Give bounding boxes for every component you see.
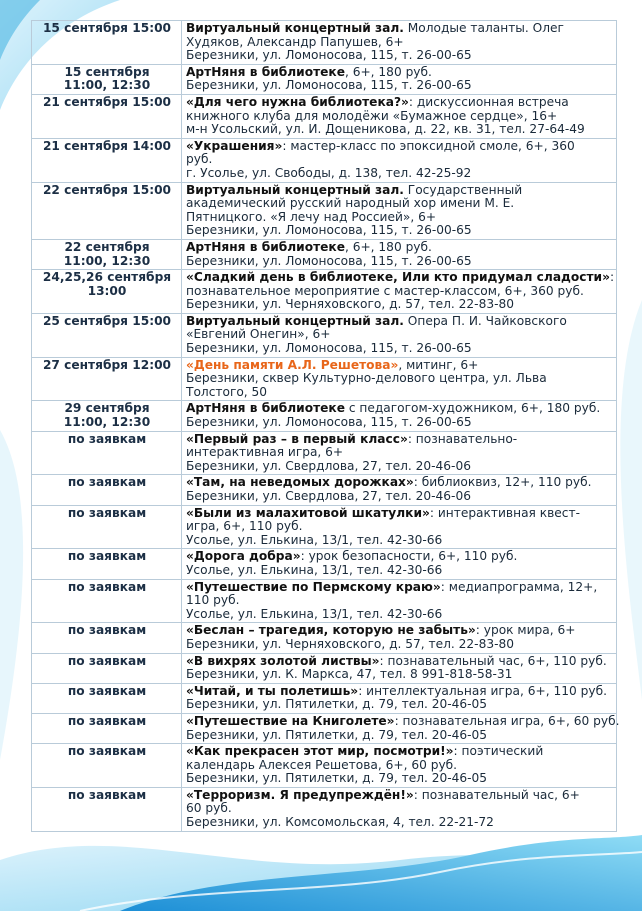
event-row <box>32 475 617 505</box>
event-detail-line: академический русский народный хор имени М. Е. <box>186 196 515 211</box>
event-title: «Для чего нужна библиотека?» <box>186 94 409 109</box>
event-date-cell <box>32 579 182 623</box>
event-date-line: по заявкам <box>67 549 147 564</box>
event-title-line <box>186 315 613 329</box>
event-detail-line: Березники, ул. Пятилетки, д. 79, тел. 20-46-05 <box>186 771 488 786</box>
event-row <box>32 579 617 623</box>
event-row <box>32 239 617 269</box>
event-description-cell <box>182 549 617 579</box>
event-detail-line: Усолье, ул. Елькина, 13/1, тел. 42-30-66 <box>186 606 443 621</box>
event-date-cell <box>32 94 182 138</box>
event-details: Молодые таланты. Олег <box>403 21 564 35</box>
event-row <box>32 401 617 431</box>
event-detail-line: игра, 6+, 110 руб. <box>186 519 303 534</box>
event-title: АртНяня в библиотеке <box>186 401 345 416</box>
event-detail-line: Березники, ул. Пятилетки, д. 79, тел. 20-46-05 <box>186 697 488 712</box>
event-row <box>32 623 617 653</box>
event-detail-line: познавательное мероприятие с мастер-классом, 6+, 360 руб. <box>186 283 584 298</box>
event-date-cell <box>32 357 182 401</box>
event-detail-line: книжного клуба для молодёжи «Бумажное сердце», 16+ <box>186 108 558 123</box>
event-row <box>32 744 617 788</box>
event-title: «Читай, и ты полетишь» <box>186 683 359 698</box>
event-date-line: по заявкам <box>67 505 147 520</box>
event-date-line: 11:00, 12:30 <box>63 78 151 93</box>
event-details: : урок мира, 6+ <box>475 623 576 638</box>
event-date-line: по заявкам <box>67 744 147 759</box>
event-description-cell <box>182 623 617 653</box>
event-detail-line: Березники, ул. Свердлова, 27, тел. 20-46-06 <box>186 489 471 503</box>
event-date-cell <box>32 623 182 653</box>
event-date-line: 27 сентября 12:00 <box>42 357 172 372</box>
event-details: , 6+, 180 руб. <box>344 64 432 79</box>
event-date-line: по заявкам <box>67 787 147 802</box>
event-title: «Там, на неведомых дорожках» <box>186 475 414 490</box>
event-description-cell <box>182 579 617 623</box>
event-row <box>32 64 617 94</box>
event-description-cell <box>182 713 620 743</box>
event-row <box>32 505 617 549</box>
event-date-cell <box>32 744 182 788</box>
event-date-line: по заявкам <box>67 653 147 668</box>
event-row <box>32 21 617 65</box>
event-date-line: 24,25,26 сентября <box>42 270 172 285</box>
event-date-cell <box>32 505 182 549</box>
event-title: «Были из малахитовой шкатулки» <box>186 505 430 520</box>
event-title-line <box>186 271 613 285</box>
event-detail-line: Березники, ул. Ломоносова, 115, т. 26-00-65 <box>186 415 472 430</box>
event-title-line <box>186 507 613 521</box>
event-date-line: 15 сентября <box>64 64 150 79</box>
event-description-cell <box>182 683 617 713</box>
event-description-cell <box>182 182 617 239</box>
event-row <box>32 270 617 314</box>
event-title-line <box>186 359 613 373</box>
event-detail-line: 110 руб. <box>186 593 240 608</box>
event-detail-line: интерактивная игра, 6+ <box>186 445 344 460</box>
event-description-cell <box>182 401 617 431</box>
event-details: : познавательный час, 6+ <box>413 787 580 802</box>
event-description-cell <box>182 653 617 683</box>
event-title: «В вихрях золотой листвы» <box>186 653 380 668</box>
event-description-cell <box>182 505 617 549</box>
event-title: Виртуальный концертный зал. <box>186 21 404 35</box>
event-date-line: по заявкам <box>67 431 147 446</box>
event-date-cell <box>32 138 182 182</box>
event-title-line <box>186 745 613 759</box>
event-detail-line: Березники, ул. Ломоносова, 115, т. 26-00-65 <box>186 253 472 268</box>
event-title-line <box>186 402 613 416</box>
event-date-cell <box>32 270 182 314</box>
event-description-cell <box>182 357 617 401</box>
event-date-line: 25 сентября 15:00 <box>42 313 172 328</box>
event-title-line <box>186 685 613 699</box>
event-title: «Терроризм. Я предупреждён!» <box>186 787 414 802</box>
event-details: с педагогом-художником, 6+, 180 руб. <box>344 401 601 416</box>
event-detail-line: Худяков, Александр Папушев, 6+ <box>186 34 404 49</box>
event-detail-line: м-н Усольский, ул. И. Дощеникова, д. 22, кв. 31, тел. 27-64-49 <box>186 122 585 137</box>
event-title: «Путешествие на Книголете» <box>186 713 395 728</box>
event-detail-line: Березники, ул. Ломоносова, 115, т. 26-00-65 <box>186 78 472 93</box>
event-date-cell <box>32 787 182 831</box>
event-date-line: по заявкам <box>67 623 147 638</box>
event-row <box>32 182 617 239</box>
event-detail-line: г. Усолье, ул. Свободы, д. 138, тел. 42-25-92 <box>186 165 472 180</box>
event-description-cell <box>182 239 617 269</box>
event-date-cell <box>32 431 182 475</box>
event-date-cell <box>32 713 182 743</box>
event-date-line: по заявкам <box>67 683 147 698</box>
event-date-line: 29 сентября <box>64 401 150 416</box>
event-details: : библиоквиз, 12+, 110 руб. <box>413 475 592 490</box>
event-title: Виртуальный концертный зал. <box>186 182 404 197</box>
event-details: : мастер-класс по эпоксидной смоле, 6+, 360 <box>282 138 575 153</box>
event-title-line <box>186 22 613 36</box>
event-description-cell <box>182 431 617 475</box>
event-description-cell <box>182 787 617 831</box>
event-details: : познавательный час, 6+, 110 руб. <box>379 653 607 668</box>
event-detail-line: Толстого, 50 <box>186 384 268 399</box>
event-title-line <box>186 140 613 154</box>
event-details: , 6+, 180 руб. <box>344 239 432 254</box>
event-title-line <box>186 624 613 638</box>
event-details: : <box>609 270 615 285</box>
event-details: , митинг, 6+ <box>398 357 479 372</box>
event-date-line: 21 сентября 14:00 <box>42 138 172 153</box>
event-row <box>32 653 617 683</box>
event-title: Виртуальный концертный зал. <box>186 313 404 328</box>
event-date-cell <box>32 549 182 579</box>
event-title: «День памяти А.Л. Решетова» <box>186 357 399 372</box>
event-details: : урок безопасности, 6+, 110 руб. <box>300 549 518 564</box>
event-detail-line: Усолье, ул. Елькина, 13/1, тел. 42-30-66 <box>186 532 443 547</box>
event-date-line: 22 сентября <box>64 239 150 254</box>
event-details: : познавательно- <box>407 431 518 446</box>
event-details: : дискуссионная встреча <box>408 94 569 109</box>
event-date-cell <box>32 239 182 269</box>
event-date-cell <box>32 21 182 65</box>
event-date-cell <box>32 313 182 357</box>
event-row <box>32 787 617 831</box>
event-date-line: по заявкам <box>67 713 147 728</box>
event-detail-line: 60 руб. <box>186 801 232 816</box>
event-date-line: 11:00, 12:30 <box>63 415 151 430</box>
event-details: : медиапрограмма, 12+, <box>440 579 598 594</box>
event-date-cell <box>32 475 182 505</box>
event-date-line: 11:00, 12:30 <box>63 253 151 268</box>
event-description-cell <box>182 21 617 65</box>
event-detail-line: Березники, ул. Ломоносова, 115, т. 26-00-65 <box>186 341 472 356</box>
event-title: «Беслан – трагедия, которую не забыть» <box>186 623 476 638</box>
event-detail-line: Березники, ул. Свердлова, 27, тел. 20-46-06 <box>186 458 471 473</box>
event-title-line <box>186 476 613 490</box>
event-row <box>32 431 617 475</box>
event-details: : поэтический <box>453 744 544 759</box>
event-title-line <box>186 713 620 729</box>
event-description-cell <box>182 744 617 788</box>
event-title-line <box>186 66 613 80</box>
event-row <box>32 683 617 713</box>
event-title: «Как прекрасен этот мир, посмотри!» <box>186 744 454 759</box>
event-title-line <box>186 184 613 198</box>
event-date-line: 13:00 <box>87 283 127 298</box>
event-detail-line: Березники, ул. К. Маркса, 47, тел. 8 991-818-58-31 <box>186 667 513 682</box>
event-details: Опера П. И. Чайковского <box>403 313 567 328</box>
event-details: Государственный <box>403 182 523 197</box>
event-date-cell <box>32 401 182 431</box>
event-detail-line: руб. <box>186 152 213 167</box>
event-title-line <box>186 581 613 595</box>
event-title-line <box>186 241 613 255</box>
event-title-line <box>186 789 613 803</box>
event-details: : интеллектуальная игра, 6+, 110 руб. <box>358 683 607 698</box>
event-title-line <box>186 550 613 564</box>
event-row <box>32 138 617 182</box>
event-date-line: по заявкам <box>67 475 147 490</box>
event-title: «Первый раз – в первый класс» <box>186 431 408 446</box>
event-date-line: по заявкам <box>67 579 147 594</box>
event-detail-line: Пятницкого. «Я лечу над Россией», 6+ <box>186 209 437 224</box>
event-description-cell <box>182 64 617 94</box>
event-description-cell <box>182 270 617 314</box>
event-detail-line: Березники, ул. Ломоносова, 115, т. 26-00-65 <box>186 223 472 238</box>
event-row <box>32 549 617 579</box>
event-schedule-table <box>31 20 620 832</box>
event-title: «Сладкий день в библиотеке, Или кто придумал сладости» <box>186 270 610 285</box>
event-date-line: 22 сентября 15:00 <box>42 182 172 197</box>
event-description-cell <box>182 475 617 505</box>
event-detail-line: Усолье, ул. Елькина, 13/1, тел. 42-30-66 <box>186 562 443 577</box>
event-row <box>32 713 617 743</box>
event-date-cell <box>32 64 182 94</box>
event-detail-line: «Евгений Онегин», 6+ <box>186 327 331 342</box>
event-detail-line: Березники, ул. Черняховского, д. 57, тел. 22-83-80 <box>186 636 514 651</box>
event-title: АртНяня в библиотеке <box>186 239 345 254</box>
event-description-cell <box>182 94 617 138</box>
event-date-cell <box>32 182 182 239</box>
event-detail-line: Березники, ул. Черняховского, д. 57, тел. 22-83-80 <box>186 297 514 312</box>
event-title: «Дорога добра» <box>186 549 301 564</box>
event-date-line: 15 сентября 15:00 <box>42 21 172 35</box>
event-detail-line: Березники, сквер Культурно-делового центра, ул. Льва <box>186 371 547 386</box>
event-title: «Украшения» <box>186 138 283 153</box>
event-detail-line: Березники, ул. Ломоносова, 115, т. 26-00-65 <box>186 48 472 63</box>
event-description-cell <box>182 313 617 357</box>
event-detail-line: календарь Алексея Решетова, 6+, 60 руб. <box>186 757 458 772</box>
event-date-cell <box>32 653 182 683</box>
event-title-line <box>186 655 613 669</box>
event-title: АртНяня в библиотеке <box>186 64 345 79</box>
event-title: «Путешествие по Пермскому краю» <box>186 579 441 594</box>
event-row <box>32 313 617 357</box>
event-detail-line: Березники, ул. Пятилетки, д. 79, тел. 20-46-05 <box>186 727 488 742</box>
event-title-line <box>186 96 613 110</box>
event-details: : интерактивная квест- <box>429 505 580 520</box>
event-date-cell <box>32 683 182 713</box>
event-description-cell <box>182 138 617 182</box>
event-details: : познавательная игра, 6+, 60 руб. <box>394 713 620 728</box>
event-row <box>32 94 617 138</box>
event-title-line <box>186 433 613 447</box>
event-detail-line: Березники, ул. Комсомольская, 4, тел. 22-21-72 <box>186 815 494 830</box>
event-row <box>32 357 617 401</box>
event-date-line: 21 сентября 15:00 <box>42 94 172 109</box>
